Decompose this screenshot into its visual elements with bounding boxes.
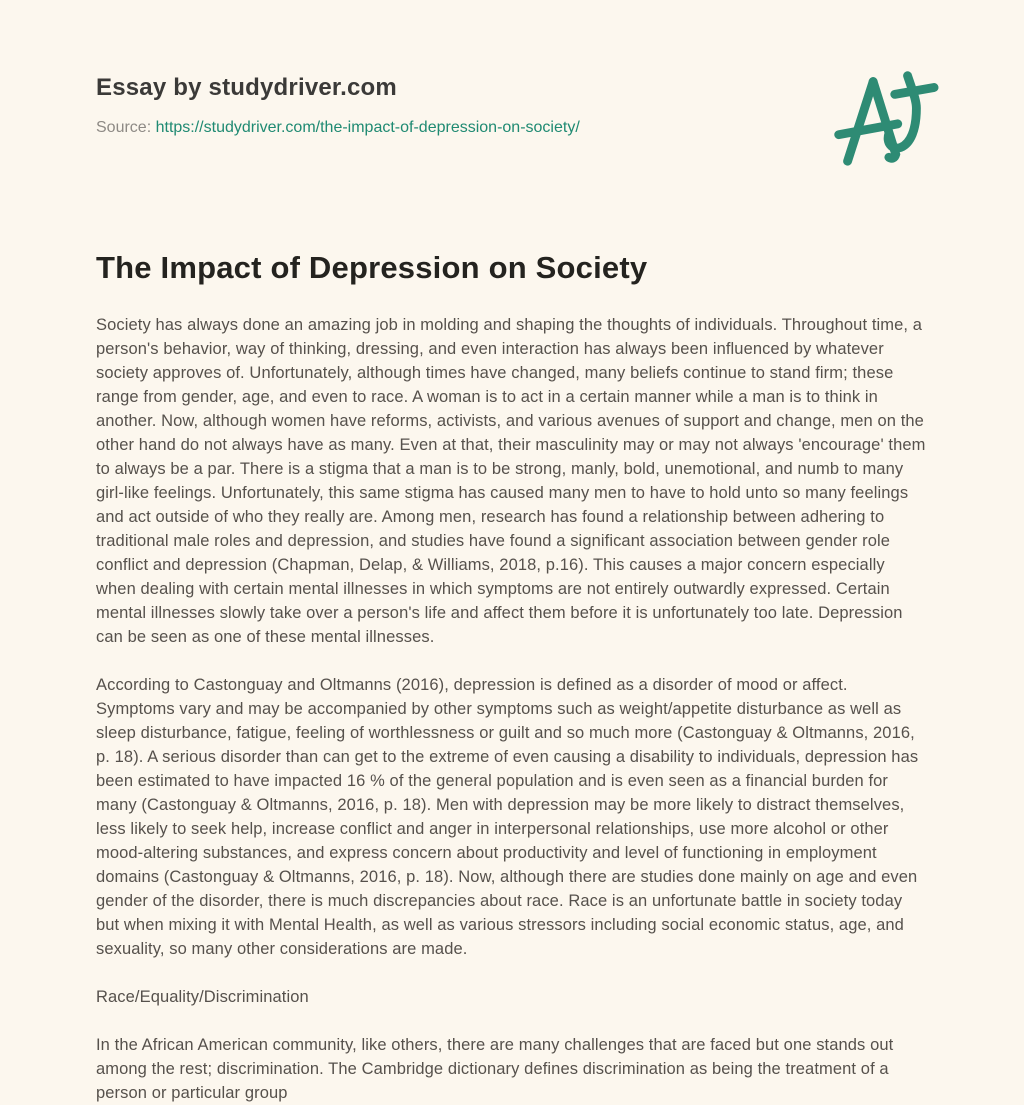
a-plus-logo-icon bbox=[822, 62, 940, 168]
paragraph-intro: Society has always done an amazing job in molding and shaping the thoughts of individuals. Throughout time, a person's behavior, way of thinking, dressing, and even interaction has always been influenced by whatever society approves of. Unfortunately, although times have changed, many beliefs continue to stand firm; these range from gender, age, and even to race. A woman is to act in a certain manner while a man is to think in another. Now, although women have reforms, activists, and various avenues of support and change, men on the other hand do not always have as many. Even at that, their masculinity may or may not always 'encourage' them to always be a par. There is a stigma that a man is to be strong, manly, bold, unemotional, and numb to many girl-like feelings. Unfortunately, this same stigma has caused many men to have to hold unto so many feelings and act outside of who they really are. Among men, research has found a relationship between adhering to traditional male roles and depression, and studies have found a significant association between gender role conflict and depression (Chapman, Delap, & Williams, 2018, p.16). This causes a major concern especially when dealing with certain mental illnesses in which symptoms are not entirely outwardly expressed. Certain mental illnesses slowly take over a person's life and affect them before it is unfortunately too late. Depression can be seen as one of these mental illnesses. bbox=[96, 316, 926, 646]
byline: Essay by studydriver.com bbox=[96, 74, 397, 101]
subheading-race-equality-discrimination: Race/Equality/Discrimination bbox=[96, 988, 309, 1006]
source-line bbox=[96, 117, 928, 139]
source-url-text: https://studydriver.com/the-impact-of-depression-on-society/ bbox=[155, 119, 580, 136]
page-header bbox=[96, 74, 928, 139]
essay-body bbox=[96, 313, 928, 1105]
paragraph-discrimination: In the African American community, like others, there are many challenges that are faced but one stands out among the rest; discrimination. The Cambridge dictionary defines discrimination as being the treatment of a person or particular group bbox=[96, 1036, 894, 1102]
essay-title: The Impact of Depression on Society bbox=[96, 250, 648, 285]
essay-content bbox=[96, 249, 928, 1105]
paragraph-definition: According to Castonguay and Oltmanns (2016), depression is defined as a disorder of mood or affect. Symptoms vary and may be accompanied by other symptoms such as weight/appetite disturbance as well as sleep disturbance, fatigue, feeling of worthlessness or guilt and so much more (Castonguay & Oltmanns, 2016, p. 18). A serious disorder than can get to the extreme of even causing a disability to individuals, depression has been estimated to have impacted 16 % of the general population and is even seen as a financial burden for many (Castonguay & Oltmanns, 2016, p. 18). Men with depression may be more likely to distract themselves, less likely to seek help, increase conflict and anger in interpersonal relationships, use more alcohol or other mood-altering substances, and express concern about productivity and level of functioning in employment domains (Castonguay & Oltmanns, 2016, p. 18). Now, although there are studies done mainly on age and even gender of the disorder, there is much discrepancies about race. Race is an unfortunate battle in society today but when mixing it with Mental Health, as well as various stressors including social economic status, age, and sexuality, so many other considerations are made. bbox=[96, 676, 919, 958]
source-link[interactable] bbox=[156, 119, 580, 136]
source-label: Source: bbox=[96, 119, 152, 136]
